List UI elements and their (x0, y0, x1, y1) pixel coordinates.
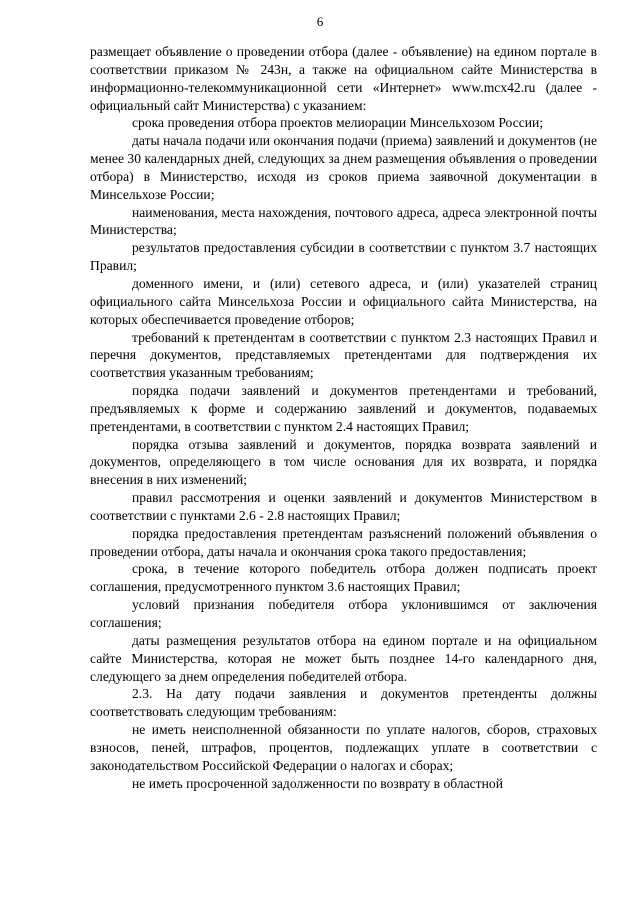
paragraph-item: условий признания победителя отбора уклонившимся от заключения соглашения; (90, 597, 597, 630)
section-2-3-heading: 2.3. На дату подачи заявления и документов претенденты должны соответствовать следующим требованиям: (90, 686, 597, 720)
paragraph-item: не иметь неисполненной обязанности по уплате налогов, сборов, страховых взносов, пеней, штрафов, процентов, подлежащих уплате в соответствии с законодательством Российской Федерации о налогах и сборах; (90, 722, 597, 773)
paragraph-item: даты размещения результатов отбора на едином портале и на официальном сайте Министерства, которая не может быть позднее 14-го календарного дня, следующего за днем определения победителей отбора. (90, 632, 597, 684)
paragraph-item: правил рассмотрения и оценки заявлений и документов Министерством в соответствии с пунктами 2.6 - 2.8 настоящих Правил; (90, 490, 597, 523)
paragraph-item: срока проведения отбора проектов мелиорации Минсельхозом России; (132, 115, 544, 131)
paragraph-item: даты начала подачи или окончания подачи (приема) заявлений и документов (не менее 30 календарных дней, следующих за днем размещения объявления о проведении отбора) в Министерство, исходя из сроков приема заявочной документации в Минсельхозе России; (90, 133, 597, 202)
paragraph-item: порядка подачи заявлений и документов претендентами и требований, предъявляемых к форме и содержанию заявлений и документов, подаваемых претендентами, в соответствии с пунктом 2.4 настоящих Правил; (90, 383, 597, 434)
paragraph-item: наименования, места нахождения, почтового адреса, адреса электронной почты Министерства; (90, 204, 597, 238)
paragraph-item: порядка отзыва заявлений и документов, порядка возврата заявлений и документов, определяющего в том числе основания для их возврата, и порядка внесения в них изменений; (90, 436, 597, 488)
paragraph-item: требований к претендентам в соответствии с пунктом 2.3 настоящих Правил и перечня документов, представляемых претендентами для подтверждения их соответствия указанным требованиям; (90, 329, 597, 381)
paragraph-item: не иметь просроченной задолженности по возврату в областной (132, 775, 503, 791)
paragraph-item: результатов предоставления субсидии в соответствии с пунктом 3.7 настоящих Правил; (90, 240, 597, 274)
paragraph-item: порядка предоставления претендентам разъяснений положений объявления о проведении отбора, даты начала и окончания срока такого предоставления; (90, 525, 597, 559)
paragraph-announcement: размещает объявление о проведении отбора (далее - объявление) на едином портале в соответствии приказом № 243н, а также на официальном сайте Министерства в информационно-телекоммуникационной сети «Интернет» www.mcx42.ru (далее - официальный сайт Министерства) с указанием: (90, 44, 597, 113)
paragraph-item: срока, в течение которого победитель отбора должен подписать проект соглашения, предусмотренного пунктом 3.6 настоящих Правил; (90, 561, 597, 595)
page-number: 6 (316, 14, 324, 29)
paragraph-item: доменного имени, и (или) сетевого адреса, и (или) указателей страниц официального сайта Минсельхоза России и официального сайта Министерства, на которых обеспечивается проведение отборов; (90, 275, 597, 327)
document-body (90, 43, 597, 792)
